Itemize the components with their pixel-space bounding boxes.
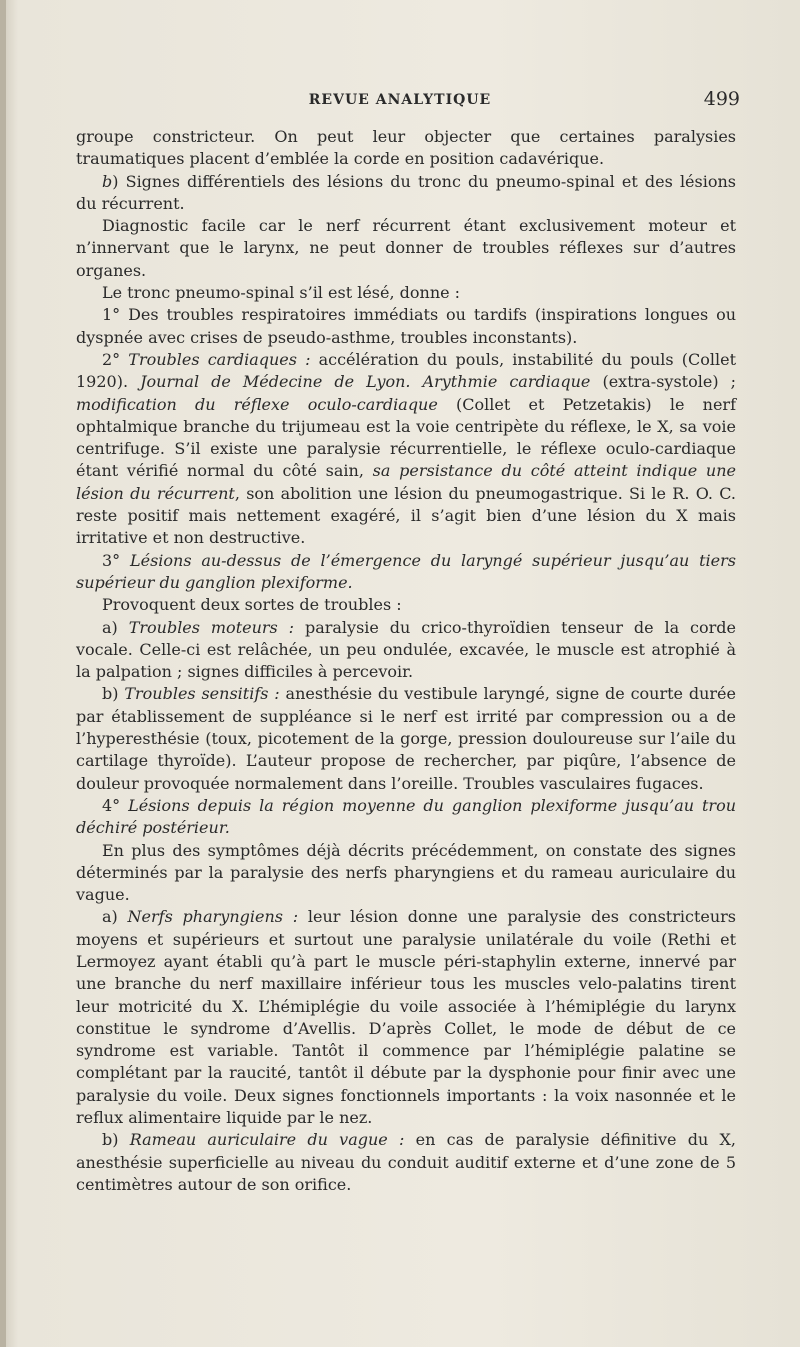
text-run: anesthésie du vestibule laryngé, signe de courte durée par établissement de suppléance si le nerf est irrité par compression ou a de l’hyperesthésie (toux, picotement de la gorge, pression douloureuse sur l’aile du cartilage thyroïde). L’auteur propose de rechercher, par piqûre, l’absence de douleur provoquée normalement dans l’oreille. Troubles vasculaires fugaces. (76, 684, 736, 793)
text-run: En plus des symptômes déjà décrits précédemment, on constate des signes déterminés par la paralysie des nerfs pharyngiens et du rameau auriculaire du vague. (76, 840, 736, 905)
text-run: 1° Des troubles respiratoires immédiats ou tardifs (inspirations longues ou dyspnée avec crises de pseudo-asthme, troubles inconstants). (76, 305, 736, 347)
text-run: Provoquent deux sortes de troubles : (102, 595, 402, 615)
text-run: accélération du pouls, instabilité du pouls (Collet 1920). (76, 349, 736, 392)
text-run: 3° (102, 550, 130, 570)
text-run: 2° (102, 349, 129, 369)
italic-text: Journal de Médecine de Lyon. Arythmie cardiaque (140, 372, 591, 392)
italic-text: b (102, 171, 113, 191)
text-run: a) (102, 907, 128, 927)
text-run: 4° (102, 795, 129, 815)
text-run: b) (102, 684, 125, 704)
paragraph (76, 171, 736, 216)
italic-text: Rameau auriculaire du vague : (129, 1130, 405, 1150)
italic-text: Lésions depuis la région moyenne du ganglion plexiforme jusqu’au trou déchiré postérieur. (76, 795, 737, 838)
paragraph (76, 795, 736, 840)
page-number: 499 (703, 88, 740, 110)
paragraph (76, 550, 736, 595)
page-edge (0, 0, 6, 1347)
text-run: ) Signes différentiels des lésions du tronc du pneumo-spinal et des lésions du récurrent. (76, 171, 736, 213)
paragraph (76, 617, 736, 684)
italic-text: modification du réflexe oculo-cardiaque (76, 394, 438, 414)
text-run: Diagnostic facile car le nerf récurrent étant exclusivement moteur et n’innervant que le larynx, ne peut donner de troubles réflexes sur d’autres organes. (76, 216, 736, 280)
page-header (60, 88, 740, 112)
italic-text: Nerfs pharyngiens : (127, 907, 299, 927)
running-title: REVUE ANALYTIQUE (308, 92, 492, 108)
text-run: (Collet et Petzetakis) le nerf ophtalmique branche du trijumeau est la voie centripète du réflexe, le X, sa voie centrifuge. S’il existe une paralysie récurrentielle, le réflexe oculo-cardiaque étant vérifié normal du côté sain, (76, 394, 736, 481)
paragraph (76, 349, 736, 550)
text-run: Le tronc pneumo-spinal s’il est lésé, donne : (102, 283, 461, 303)
text-run: leur lésion donne une paralysie des constricteurs moyens et supérieurs et surtout une paralysie unilatérale du voile (Rethi et Lermoyez ayant établi qu’à part le muscle péri-staphylin externe, innervé par une branche du nerf maxillaire inférieur tous les muscles velo-palatins tirent leur motricité du X. L’hémiplégie du voile associée à l’hémiplégie du larynx constitue le syndrome d’Avellis. D’après Collet, le mode de début de ce syndrome est variable. Tantôt il commence par l’hémiplégie palatine se complétant par la raucité, tantôt il débute par la dysphonie pour finir avec une paralysie du voile. Deux signes fonctionnels importants : la voix nasonnée et le reflux alimentaire liquide par le nez. (76, 907, 737, 1128)
text-run: a) (102, 617, 129, 637)
text-run: , son abolition une lésion du pneumogastrique. Si le R. O. C. reste positif mais nettement exagéré, il s’agit bien d’une lésion du X mais irritative et non destructive. (76, 483, 736, 548)
paragraph (76, 840, 736, 907)
article-body (76, 126, 736, 1196)
paragraph (76, 1129, 736, 1196)
paragraph (76, 215, 736, 282)
italic-text: Troubles cardiaques : (128, 349, 311, 369)
italic-text: Lésions au-dessus de l’émergence du laryngé supérieur jusqu’au tiers supérieur du ganglion plexiforme. (76, 550, 737, 592)
paragraph (76, 304, 736, 349)
text-run: en cas de paralysie définitive du X, anesthésie superficielle au niveau du conduit auditif externe et d’une zone de 5 centimètres autour de son orifice. (76, 1130, 736, 1194)
text-run: (extra-systole) ; (590, 372, 737, 392)
italic-text: Troubles sensitifs : (124, 684, 280, 704)
text-run: groupe constricteur. On peut leur objecter que certaines paralysies traumatiques placent d’emblée la corde en position cadavérique. (76, 127, 736, 169)
paragraph (76, 282, 736, 304)
text-run: paralysie du crico-thyroïdien tenseur de la corde vocale. Celle-ci est relâchée, un peu ondulée, excavée, le muscle est atrophié à la palpation ; signes difficiles à percevoir. (76, 617, 736, 682)
paragraph (76, 906, 736, 1129)
italic-text: Troubles moteurs : (128, 617, 295, 637)
paragraph (76, 683, 736, 794)
italic-text: sa persistance du côté atteint indique une lésion du récurrent (76, 461, 736, 503)
paragraph (76, 594, 736, 616)
paragraph (76, 126, 736, 171)
text-run: b) (102, 1130, 130, 1150)
